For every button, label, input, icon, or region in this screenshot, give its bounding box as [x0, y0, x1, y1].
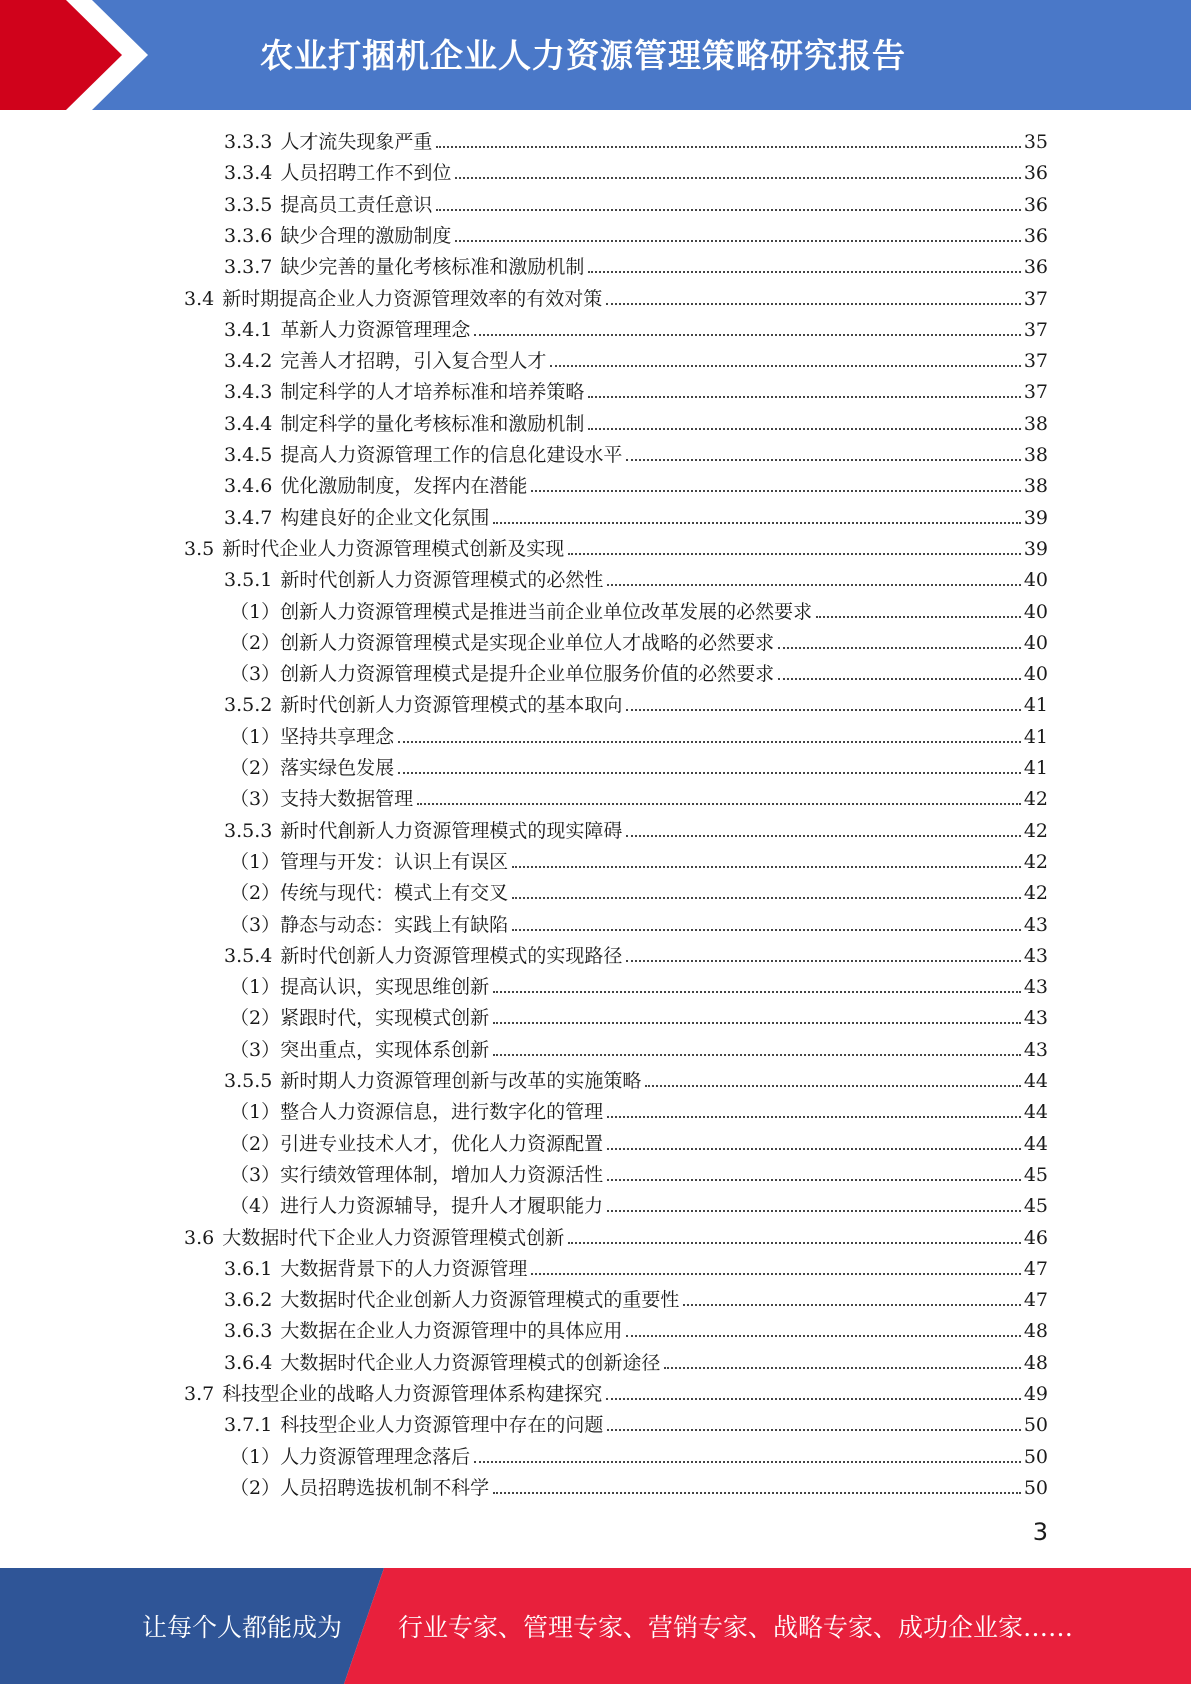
- toc-dot-leader: [588, 428, 1020, 430]
- toc-entry-title: （2）人员招聘选拔机制不科学: [230, 1476, 490, 1499]
- toc-entry[interactable]: [184, 284, 1048, 315]
- toc-dot-leader: [531, 490, 1020, 492]
- toc-entry-page: 36: [1023, 224, 1048, 247]
- toc-dot-leader: [588, 396, 1020, 398]
- toc-dot-leader: [607, 1210, 1021, 1212]
- toc-entry-number: 3.6.3: [224, 1320, 273, 1343]
- toc-entry[interactable]: [224, 1410, 1048, 1441]
- toc-entry-number: 3.3.4: [224, 162, 273, 185]
- toc-entry-page: 42: [1023, 788, 1048, 811]
- toc-entry-number: 3.5.5: [224, 1070, 273, 1092]
- toc-dot-leader: [607, 584, 1020, 586]
- toc-entry-page: 48: [1023, 1351, 1048, 1374]
- toc-entry-page: 37: [1023, 350, 1048, 373]
- toc-dot-leader: [778, 678, 1021, 680]
- toc-entry[interactable]: [230, 722, 1048, 753]
- toc-entry-number: 3.4.6: [224, 475, 273, 498]
- toc-entry-title: （2）引进专业技术人才，优化人力资源配置: [230, 1132, 604, 1155]
- toc-entry-page: 41: [1023, 725, 1048, 748]
- toc-dot-leader: [606, 303, 1021, 305]
- toc-entry-title: （2）落实绿色发展: [230, 757, 395, 779]
- toc-dot-leader: [493, 522, 1020, 524]
- toc-entry[interactable]: [224, 158, 1048, 189]
- toc-entry-page: 43: [1023, 1007, 1048, 1030]
- toc-dot-leader: [455, 240, 1020, 242]
- toc-entry-number: 3.4.7: [224, 506, 273, 529]
- toc-entry[interactable]: [224, 127, 1048, 158]
- toc-entry-page: 36: [1023, 162, 1048, 185]
- page-header: [0, 0, 1191, 110]
- toc-entry-title: （2）传统与现代：模式上有交叉: [230, 882, 509, 905]
- toc-dot-leader: [588, 271, 1020, 273]
- toc-entry-title: 大数据背景下的人力资源管理: [280, 1257, 528, 1280]
- toc-entry-title: 缺少完善的量化考核标准和激励机制: [280, 256, 585, 279]
- toc-entry[interactable]: [224, 565, 1048, 596]
- toc-dot-leader: [778, 647, 1021, 649]
- toc-entry-number: 3.3.7: [224, 256, 273, 279]
- toc-dot-leader: [512, 929, 1021, 931]
- toc-entry[interactable]: [224, 941, 1048, 972]
- toc-entry-title: （3）创新人力资源管理模式是提升企业单位服务价值的必然要求: [230, 663, 775, 686]
- toc-entry-number: 3.4.2: [224, 350, 273, 373]
- toc-entry[interactable]: [224, 1254, 1048, 1285]
- toc-dot-leader: [568, 553, 1021, 555]
- toc-entry-title: 构建良好的企业文化氛围: [280, 506, 490, 529]
- toc-entry-page: 50: [1023, 1414, 1048, 1437]
- toc-entry-page: 39: [1023, 506, 1048, 529]
- toc-entry[interactable]: [230, 597, 1048, 628]
- toc-entry[interactable]: [224, 1316, 1048, 1347]
- toc-entry[interactable]: [224, 221, 1048, 252]
- toc-entry[interactable]: [230, 1160, 1048, 1191]
- toc-entry[interactable]: [224, 1066, 1048, 1097]
- toc-entry-page: 35: [1023, 131, 1048, 153]
- toc-entry-number: 3.6.1: [224, 1257, 273, 1280]
- toc-entry[interactable]: [230, 659, 1048, 690]
- toc-entry[interactable]: [230, 753, 1048, 784]
- toc-entry-number: 3.5: [184, 537, 215, 560]
- toc-entry[interactable]: [224, 315, 1048, 346]
- toc-dot-leader: [493, 1022, 1021, 1024]
- toc-entry-page: 39: [1023, 537, 1048, 560]
- toc-entry-title: （1）管理与开发：认识上有误区: [230, 850, 509, 873]
- toc-dot-leader: [626, 709, 1020, 711]
- toc-entry-title: 科技型企业的战略人力资源管理体系构建探究: [222, 1383, 603, 1405]
- toc-entry-page: 38: [1023, 475, 1048, 498]
- toc-entry[interactable]: [224, 346, 1048, 377]
- toc-dot-leader: [398, 772, 1021, 774]
- toc-entry[interactable]: [230, 628, 1048, 659]
- toc-entry-title: （3）静态与动态：实践上有缺陷: [230, 913, 509, 936]
- toc-entry-title: 新时代创新人力资源管理模式的必然性: [280, 569, 604, 592]
- toc-entry-title: 提高员工责任意识: [280, 193, 433, 216]
- toc-entry-title: 人才流失现象严重: [280, 131, 433, 153]
- toc-entry-number: 3.7: [184, 1383, 215, 1405]
- toc-entry-title: （1）整合人力资源信息，进行数字化的管理: [230, 1101, 604, 1124]
- toc-entry[interactable]: [230, 847, 1048, 878]
- toc-dot-leader: [626, 1335, 1020, 1337]
- toc-entry-page: 41: [1023, 757, 1048, 779]
- toc-entry[interactable]: [230, 1097, 1048, 1128]
- toc-entry-page: 37: [1023, 287, 1048, 310]
- toc-dot-leader: [645, 1085, 1020, 1087]
- toc-dot-leader: [626, 459, 1020, 461]
- toc-entry[interactable]: [230, 784, 1048, 815]
- toc-entry-title: 优化激励制度，发挥内在潜能: [280, 475, 528, 498]
- toc-dot-leader: [568, 1242, 1021, 1244]
- toc-entry-number: 3.4.5: [224, 444, 273, 466]
- toc-entry[interactable]: [224, 440, 1048, 471]
- toc-entry-title: （1）创新人力资源管理模式是推进当前企业单位改革发展的必然要求: [230, 600, 813, 623]
- toc-entry-page: 42: [1023, 850, 1048, 873]
- toc-dot-leader: [493, 1492, 1021, 1494]
- toc-entry-title: （3）支持大数据管理: [230, 788, 414, 811]
- toc-entry-title: 制定科学的量化考核标准和激励机制: [280, 412, 585, 435]
- toc-entry-number: 3.3.6: [224, 224, 273, 247]
- toc-dot-leader: [607, 1429, 1020, 1431]
- toc-entry-page: 50: [1023, 1445, 1048, 1468]
- toc-entry[interactable]: [230, 1442, 1048, 1473]
- toc-entry[interactable]: [224, 409, 1048, 440]
- toc-entry-page: 36: [1023, 193, 1048, 216]
- toc-entry[interactable]: [184, 1379, 1048, 1410]
- toc-dot-leader: [683, 1304, 1020, 1306]
- toc-dot-leader: [607, 1179, 1021, 1181]
- toc-dot-leader: [436, 209, 1020, 211]
- toc-dot-leader: [607, 1116, 1021, 1118]
- toc-entry-page: 43: [1023, 944, 1048, 967]
- toc-entry[interactable]: [224, 377, 1048, 408]
- toc-entry-page: 41: [1023, 694, 1048, 717]
- toc-entry[interactable]: [224, 252, 1048, 283]
- toc-entry-number: 3.6.2: [224, 1289, 273, 1312]
- toc-dot-leader: [664, 1367, 1020, 1369]
- toc-entry-page: 44: [1023, 1132, 1048, 1155]
- toc-entry[interactable]: [184, 1223, 1048, 1254]
- toc-entry-title: 缺少合理的激励制度: [280, 224, 452, 247]
- toc-entry-title: 新时期人力资源管理创新与改革的实施策略: [280, 1070, 642, 1092]
- toc-entry-title: 新时代企业人力资源管理模式创新及实现: [222, 537, 565, 560]
- toc-entry-page: 38: [1023, 412, 1048, 435]
- toc-entry[interactable]: [230, 1473, 1048, 1504]
- toc-dot-leader: [436, 146, 1020, 148]
- footer-slogan-right: 行业专家、管理专家、营销专家、战略专家、成功企业家……: [398, 1613, 1074, 1642]
- toc-dot-leader: [493, 991, 1021, 993]
- toc-entry-title: 大数据时代企业创新人力资源管理模式的重要性: [280, 1289, 680, 1312]
- toc-entry-page: 50: [1023, 1476, 1048, 1499]
- toc-dot-leader: [606, 1398, 1021, 1400]
- toc-entry-page: 42: [1023, 882, 1048, 905]
- toc-entry-page: 36: [1023, 256, 1048, 279]
- toc-entry[interactable]: [230, 1129, 1048, 1160]
- toc-entry-title: （1）提高认识，实现思维创新: [230, 976, 490, 999]
- footer-slogan-left: 让每个人都能成为: [142, 1613, 343, 1642]
- toc-entry-number: 3.6: [184, 1226, 215, 1249]
- page-number: 3: [1032, 1518, 1048, 1546]
- toc-dot-leader: [816, 616, 1021, 618]
- toc-dot-leader: [550, 365, 1020, 367]
- toc-entry-page: 44: [1023, 1070, 1048, 1092]
- toc-entry[interactable]: [224, 816, 1048, 847]
- toc-entry-number: 3.5.3: [224, 819, 273, 842]
- toc-entry-number: 3.3.3: [224, 131, 273, 153]
- toc-entry-title: （3）实行绩效管理体制，增加人力资源活性: [230, 1163, 604, 1186]
- toc-dot-leader: [474, 334, 1020, 336]
- toc-dot-leader: [626, 835, 1020, 837]
- toc-entry-page: 45: [1023, 1195, 1048, 1218]
- toc-dot-leader: [455, 177, 1020, 179]
- toc-entry-title: （1）坚持共享理念: [230, 725, 395, 748]
- toc-dot-leader: [493, 1054, 1021, 1056]
- toc-entry-number: 3.5.1: [224, 569, 273, 592]
- toc-entry-page: 42: [1023, 819, 1048, 842]
- toc-entry-title: 大数据时代下企业人力资源管理模式创新: [222, 1226, 565, 1249]
- toc-entry-title: （3）突出重点，实现体系创新: [230, 1038, 490, 1061]
- toc-entry-page: 40: [1023, 663, 1048, 686]
- toc-entry-page: 43: [1023, 913, 1048, 936]
- toc-entry-page: 43: [1023, 976, 1048, 999]
- toc-entry[interactable]: [224, 190, 1048, 221]
- toc-dot-leader: [398, 741, 1021, 743]
- toc-entry[interactable]: [230, 910, 1048, 941]
- toc-entry-page: 47: [1023, 1257, 1048, 1280]
- document-title: 农业打捆机企业人力资源管理策略研究报告: [260, 36, 906, 75]
- toc-entry-title: （2）创新人力资源管理模式是实现企业单位人才战略的必然要求: [230, 631, 775, 654]
- toc-dot-leader: [417, 803, 1021, 805]
- toc-entry-title: 新时代创新人力资源管理模式的实现路径: [280, 944, 623, 967]
- toc-dot-leader: [512, 866, 1021, 868]
- toc-entry-number: 3.5.4: [224, 944, 273, 967]
- toc-entry-page: 38: [1023, 444, 1048, 466]
- toc-entry-number: 3.6.4: [224, 1351, 273, 1374]
- toc-entry-number: 3.5.2: [224, 694, 273, 717]
- toc-entry-title: 提高人力资源管理工作的信息化建设水平: [280, 444, 623, 466]
- toc-dot-leader: [474, 1461, 1021, 1463]
- toc-entry[interactable]: [230, 1191, 1048, 1222]
- toc-entry-title: 大数据时代企业人力资源管理模式的创新途径: [280, 1351, 661, 1374]
- toc-entry[interactable]: [184, 534, 1048, 565]
- toc-entry-number: 3.4.4: [224, 412, 273, 435]
- toc-entry-number: 3.3.5: [224, 193, 273, 216]
- toc-entry-page: 43: [1023, 1038, 1048, 1061]
- toc-entry-number: 3.4.1: [224, 318, 273, 341]
- toc-entry[interactable]: [224, 1285, 1048, 1316]
- toc-entry-number: 3.7.1: [224, 1414, 273, 1437]
- toc-dot-leader: [607, 1148, 1021, 1150]
- toc-entry-page: 44: [1023, 1101, 1048, 1124]
- toc-entry-title: （2）紧跟时代，实现模式创新: [230, 1007, 490, 1030]
- toc-entry[interactable]: [230, 972, 1048, 1003]
- toc-entry-page: 40: [1023, 631, 1048, 654]
- toc-entry[interactable]: [230, 878, 1048, 909]
- toc-entry[interactable]: [224, 690, 1048, 721]
- page-footer: [0, 1568, 1191, 1684]
- toc-entry-title: （1）人力资源管理理念落后: [230, 1445, 471, 1468]
- toc-entry-title: 人员招聘工作不到位: [280, 162, 452, 185]
- toc-entry-title: 科技型企业人力资源管理中存在的问题: [280, 1414, 604, 1437]
- toc-entry-title: 新时期提高企业人力资源管理效率的有效对策: [222, 287, 603, 310]
- toc-entry-title: 革新人力资源管理理念: [280, 318, 471, 341]
- toc-entry-page: 37: [1023, 318, 1048, 341]
- toc-entry-title: （4）进行人力资源辅导，提升人才履职能力: [230, 1195, 604, 1218]
- toc-entry-title: 新时代创新人力资源管理模式的基本取向: [280, 694, 623, 717]
- toc-entry-title: 制定科学的人才培养标准和培养策略: [280, 381, 585, 404]
- toc-entry-page: 45: [1023, 1163, 1048, 1186]
- toc-dot-leader: [512, 897, 1021, 899]
- toc-entry-page: 47: [1023, 1289, 1048, 1312]
- toc-entry-page: 40: [1023, 569, 1048, 592]
- toc-entry-title: 完善人才招聘，引入复合型人才: [280, 350, 547, 373]
- toc-entry-page: 40: [1023, 600, 1048, 623]
- toc-dot-leader: [626, 960, 1020, 962]
- toc-entry-page: 37: [1023, 381, 1048, 404]
- toc-entry-title: 大数据在企业人力资源管理中的具体应用: [280, 1320, 623, 1343]
- toc-entry-number: 3.4: [184, 287, 215, 310]
- toc-entry[interactable]: [224, 471, 1048, 502]
- toc-entry-page: 49: [1023, 1383, 1048, 1405]
- toc-entry-page: 48: [1023, 1320, 1048, 1343]
- toc-entry[interactable]: [230, 1035, 1048, 1066]
- toc-entry-page: 46: [1023, 1226, 1048, 1249]
- toc-entry[interactable]: [224, 1348, 1048, 1379]
- toc-dot-leader: [531, 1273, 1020, 1275]
- toc-entry-number: 3.4.3: [224, 381, 273, 404]
- toc-entry-title: 新时代創新人力资源管理模式的现实障碍: [280, 819, 623, 842]
- toc-entry[interactable]: [230, 1003, 1048, 1034]
- toc-entry[interactable]: [224, 503, 1048, 534]
